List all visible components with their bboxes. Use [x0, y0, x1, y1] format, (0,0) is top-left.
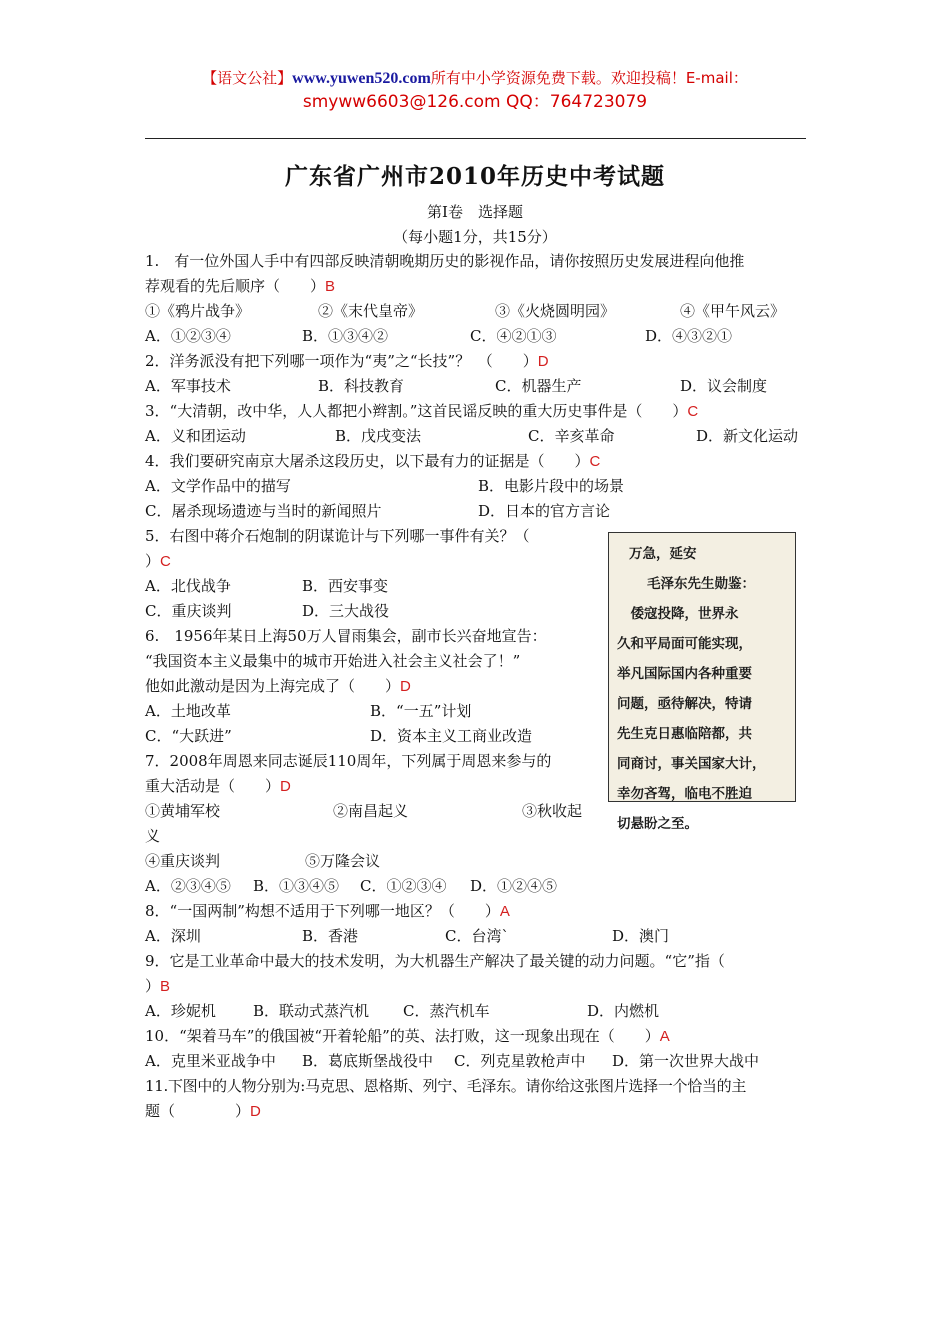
q4-option: B．电影片段中的场景: [478, 477, 625, 495]
q6-option: B．“一五”计划: [370, 702, 472, 720]
telegram-line: 万急，延安: [629, 546, 697, 562]
q1-item: ①《鸦片战争》: [145, 302, 251, 320]
header-tagline: 所有中小学资源免费下载。欢迎投稿！E-mail：: [430, 69, 748, 87]
telegram-line: 同商讨，事关国家大计，: [617, 756, 766, 772]
q8-option: B．香港: [302, 927, 359, 945]
q2-option: D．议会制度: [680, 377, 768, 395]
q8-option: C．台湾`: [445, 927, 509, 945]
q4-answer: C: [589, 453, 601, 470]
q1-option: C．④②①③: [470, 327, 557, 345]
q7-option: D．①②④⑤: [470, 877, 558, 895]
q10-answer: A: [659, 1028, 670, 1045]
q1-option: D．④③②①: [645, 327, 733, 345]
telegram-line: 举凡国际国内各种重要: [617, 666, 752, 682]
q10-option: C．列克星敦枪声中: [454, 1052, 586, 1070]
page-title: 广东省广州市2010年历史中考试题: [284, 163, 665, 190]
telegram-line: 问题，亟待解决，特请: [617, 696, 752, 712]
q1-answer: B: [325, 278, 336, 295]
telegram-line: 久和平局面可能实现，: [617, 636, 752, 652]
telegram-line: 切悬盼之至。: [617, 816, 698, 832]
q8-option: D．澳门: [612, 927, 670, 945]
q1-stem-cont: 荐观看的先后顺序（ ）B: [145, 277, 336, 295]
header-bracket: 【语文公社】: [202, 69, 293, 87]
q4-option: C．屠杀现场遗迹与当时的新闻照片: [145, 502, 382, 520]
q3-option: B．戊戌变法: [335, 427, 422, 445]
q7-item: ⑤万隆会议: [305, 852, 381, 870]
q1-option: B．①③④②: [302, 327, 389, 345]
q8-option: A．深圳: [145, 927, 201, 945]
q2-option: C．机器生产: [495, 377, 582, 395]
telegram-line: 先生克日惠临陪都，共: [617, 726, 752, 742]
q5-option: C．重庆谈判: [145, 602, 232, 620]
q5-option: A．北伐战争: [145, 577, 231, 595]
q9-option: A．珍妮机: [145, 1002, 216, 1020]
q3-stem: 3．“大清朝，改中华，人人都把小辫割。”这首民谣反映的重大历史事件是（ ）C: [145, 402, 699, 420]
q7-answer: D: [280, 778, 291, 795]
q8-answer: A: [499, 903, 510, 920]
q1-item: ④《甲午风云》: [680, 302, 786, 320]
q7-option: A．②③④⑤: [145, 877, 231, 895]
q7-item: ①黄埔军校: [145, 802, 221, 820]
q2-stem: 2．洋务派没有把下列哪一项作为“夷”之“长技”？ （ ）D: [145, 352, 549, 370]
q2-option: B．科技教育: [318, 377, 405, 395]
q7-item: ④重庆谈判: [145, 852, 221, 870]
q3-option: D．新文化运动: [696, 427, 799, 445]
q9-answer: B: [160, 978, 171, 995]
page-header: [0, 68, 950, 113]
q9-stem-cont: ）B: [145, 977, 171, 995]
q9-option: B．联动式蒸汽机: [253, 1002, 370, 1020]
header-divider: [145, 138, 806, 139]
q7-item: ②南昌起义: [333, 802, 409, 820]
header-contact: smyww6603@126.com QQ：764723079: [302, 92, 648, 112]
q6-stem-cont: “我国资本主义最集中的城市开始进入社会主义社会了！”: [145, 652, 521, 670]
telegram-line: 幸勿吝驾，临电不胜迫: [617, 786, 752, 802]
q4-option: D．日本的官方言论: [478, 502, 611, 520]
q8-stem: 8．“一国两制”构想不适用于下列哪一地区？（ ）A: [145, 902, 510, 920]
q5-stem-cont: ）C: [145, 552, 171, 570]
section-title: 第Ⅰ卷 选择题: [427, 203, 523, 221]
q6-option: C．“大跃进”: [145, 727, 232, 745]
q10-option: B．葛底斯堡战役中: [302, 1052, 434, 1070]
telegram-line: 毛泽东先生勋鉴：: [647, 576, 755, 592]
q9-option: C．蒸汽机车: [403, 1002, 490, 1020]
q10-option: A．克里米亚战争中: [145, 1052, 276, 1070]
q7-item: 义: [145, 827, 161, 845]
q5-option: D．三大战役: [302, 602, 390, 620]
q7-stem-cont: 重大活动是（ ）D: [145, 777, 291, 795]
q10-stem: 10．“架着马车”的俄国被“开着轮船”的英、法打败，这一现象出现在（ ）A: [145, 1027, 670, 1045]
q9-option: D．内燃机: [587, 1002, 660, 1020]
q9-stem: 9．它是工业革命中最大的技术发明，为大机器生产解决了最关键的动力问题。“它”指（: [145, 952, 725, 970]
q6-stem: 6. 1956年某日上海50万人冒雨集会，副市长兴奋地宣告：: [145, 627, 547, 645]
q7-stem: 7．2008年周恩来同志诞辰110周年，下列属于周恩来参与的: [145, 752, 552, 770]
q4-stem: 4．我们要研究南京大屠杀这段历史，以下最有力的证据是（ ）C: [145, 452, 601, 470]
q1-item: ②《末代皇帝》: [318, 302, 424, 320]
telegram-image: [608, 532, 796, 832]
q2-answer: D: [537, 353, 549, 370]
q6-option: A．土地改革: [145, 702, 231, 720]
q5-answer: C: [160, 553, 171, 570]
q7-item: ③秋收起: [522, 802, 583, 820]
q5-option: B．西安事变: [302, 577, 389, 595]
q3-answer: C: [687, 403, 699, 420]
q4-option: A．文学作品中的描写: [145, 477, 291, 495]
q6-stem-cont: 他如此激动是因为上海完成了（ ）D: [145, 677, 411, 695]
q1-option: A．①②③④: [145, 327, 231, 345]
q7-option: B．①③④⑤: [253, 877, 340, 895]
q3-option: C．辛亥革命: [528, 427, 615, 445]
section-note: （每小题1分，共15分）: [393, 228, 557, 246]
q1-stem: 1. 有一位外国人手中有四部反映清朝晚期历史的影视作品，请你按照历史发展进程向他推: [145, 252, 745, 270]
q11-stem: 11.下图中的人物分别为:马克思、恩格斯、列宁、毛泽东。请你给这张图片选择一个恰当的主: [145, 1077, 747, 1095]
q11-stem-cont: 题（ ）D: [145, 1102, 261, 1120]
header-site-link[interactable]: www.yuwen520.com: [292, 70, 431, 87]
q1-item: ③《火烧圆明园》: [495, 302, 616, 320]
q5-stem: 5．右图中蒋介石炮制的阴谋诡计与下列哪一事件有关？（: [145, 527, 530, 545]
q6-answer: D: [400, 678, 411, 695]
telegram-line: 倭寇投降，世界永: [617, 606, 739, 622]
q11-answer: D: [250, 1103, 261, 1120]
q10-option: D．第一次世界大战中: [612, 1052, 760, 1070]
q7-option: C．①②③④: [360, 877, 447, 895]
q2-option: A．军事技术: [145, 377, 231, 395]
q3-option: A．义和团运动: [145, 427, 246, 445]
q6-option: D．资本主义工商业改造: [370, 727, 533, 745]
